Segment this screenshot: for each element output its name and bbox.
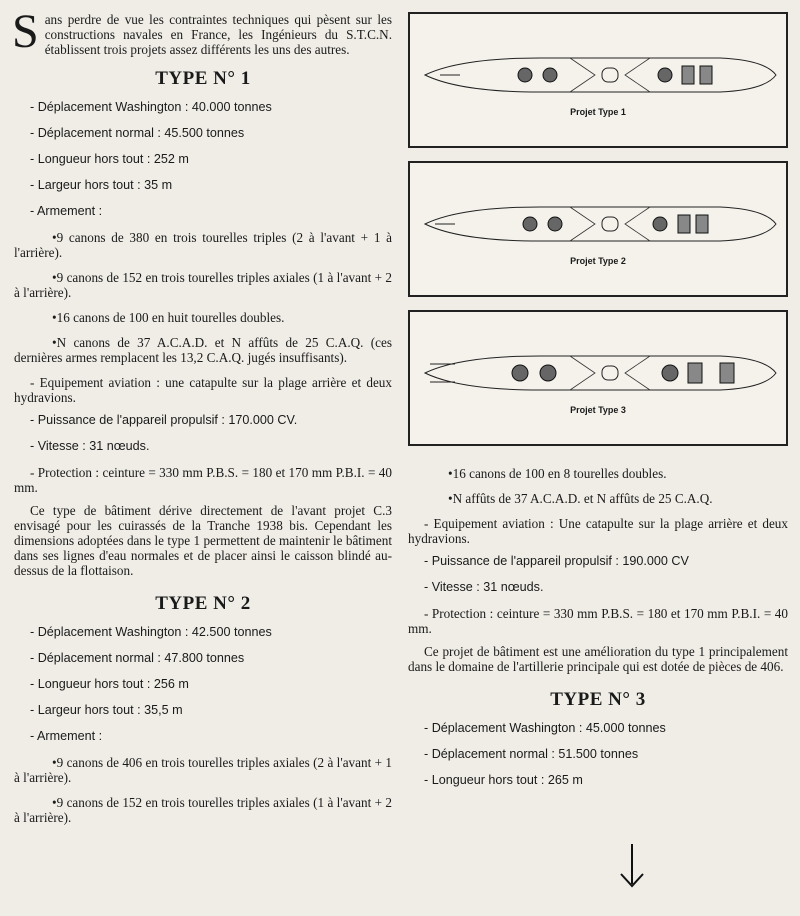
right-text [408, 466, 788, 788]
type2-armament-item: •9 canons de 406 en trois tourelles triples axiales (2 à l'avant + 1 à l'arrière). [14, 755, 392, 785]
type2-armament-item: •N affûts de 37 A.C.A.D. et N affûts de 25 C.A.Q. [448, 491, 713, 506]
type1-description: Ce type de bâtiment dérive directement de l'avant projet C.3 envisagé pour les cuirassés de la Tranche 1938 bis. Cependant les dimensions adoptées dans le type 1 permettent de maintenir le bâtiment dans ses lignes d'eau normales et de placer ainsi le caisson blindé au-dessus de la flottaison. [14, 503, 392, 578]
type1-spec: - Largeur hors tout : 35 m [30, 178, 173, 192]
type2-spec: - Largeur hors tout : 35,5 m [30, 703, 183, 717]
right-column [408, 12, 788, 799]
type2-spec: - Armement : [30, 729, 103, 743]
type2-spec: - Equipement aviation : Une catapulte sur la plage arrière et deux hydravions. [408, 516, 788, 546]
type1-spec: - Longueur hors tout : 252 m [30, 152, 189, 166]
type2-spec: - Puissance de l'appareil propulsif : 190.000 CV [424, 554, 689, 568]
type3-heading: TYPE N° 3 [550, 689, 646, 710]
type2-spec: - Déplacement Washington : 42.500 tonnes [30, 625, 272, 639]
type1-armament-item: •9 canons de 152 en trois tourelles triples axiales (1 à l'avant + 2 à l'arrière). [14, 270, 392, 300]
type1-armament-item: •N canons de 37 A.C.A.D. et N affûts de 25 C.A.Q. (ces dernières armes remplacent les 13,2 C.A.Q. jugés insuffisants). [14, 335, 392, 365]
arrow-down-icon [615, 842, 649, 890]
left-column [12, 5, 392, 835]
type1-spec: - Déplacement normal : 45.500 tonnes [30, 126, 245, 140]
type1-spec: - Puissance de l'appareil propulsif : 170.000 CV. [30, 413, 298, 427]
type2-spec: - Vitesse : 31 nœuds. [424, 580, 544, 594]
figure-projet-type-3 [408, 310, 788, 446]
type2-spec: - Protection : ceinture = 330 mm P.B.S. = 180 et 170 mm P.B.I. = 40 mm. [408, 606, 788, 636]
type2-description: Ce projet de bâtiment est une amélioration du type 1 principalement dans le domaine de l'artillerie principale qui est dotée de pièces de 406. [408, 644, 788, 674]
type1-armament-item: •16 canons de 100 en huit tourelles doubles. [52, 310, 285, 325]
type2-heading: TYPE N° 2 [155, 593, 251, 614]
type1-spec: - Déplacement Washington : 40.000 tonnes [30, 100, 272, 114]
type3-spec: - Déplacement Washington : 45.000 tonnes [424, 721, 666, 735]
type1-spec: - Protection : ceinture = 330 mm P.B.S. = 180 et 170 mm P.B.I. = 40 mm. [14, 465, 392, 495]
type3-spec: - Déplacement normal : 51.500 tonnes [424, 747, 639, 761]
intro-paragraph [12, 5, 392, 58]
type2-spec: - Longueur hors tout : 256 m [30, 677, 189, 691]
figure-caption: Projet Type 1 [570, 107, 626, 117]
figure-projet-type-1 [408, 12, 788, 148]
type2-armament-item: •16 canons de 100 en 8 tourelles doubles. [448, 466, 667, 481]
ship-plan-type-2 [420, 203, 780, 245]
ship-plan-type-3 [420, 352, 780, 394]
type1-spec: - Equipement aviation : une catapulte sur la plage arrière et deux hydravions. [14, 375, 392, 405]
figure-projet-type-2 [408, 161, 788, 297]
figure-caption: Projet Type 3 [570, 405, 626, 415]
drop-cap: S [12, 5, 39, 58]
ship-plan-type-1 [420, 54, 780, 96]
type1-heading: TYPE N° 1 [155, 68, 251, 89]
type2-armament-item: •9 canons de 152 en trois tourelles triples axiales (1 à l'avant + 2 à l'arrière). [14, 795, 392, 825]
type3-spec: - Longueur hors tout : 265 m [424, 773, 583, 787]
type1-spec: - Armement : [30, 204, 103, 218]
type1-spec: - Vitesse : 31 nœuds. [30, 439, 150, 453]
type2-spec: - Déplacement normal : 47.800 tonnes [30, 651, 245, 665]
figure-caption: Projet Type 2 [570, 256, 626, 266]
type1-armament-item: •9 canons de 380 en trois tourelles triples (2 à l'avant + 1 à l'arrière). [14, 230, 392, 260]
intro-text: ans perdre de vue les contraintes techniques qui pèsent sur les constructions navales en France, les Ingénieurs du S.T.C.N. établissent trois projets assez différents les uns des autres. [44, 12, 392, 57]
